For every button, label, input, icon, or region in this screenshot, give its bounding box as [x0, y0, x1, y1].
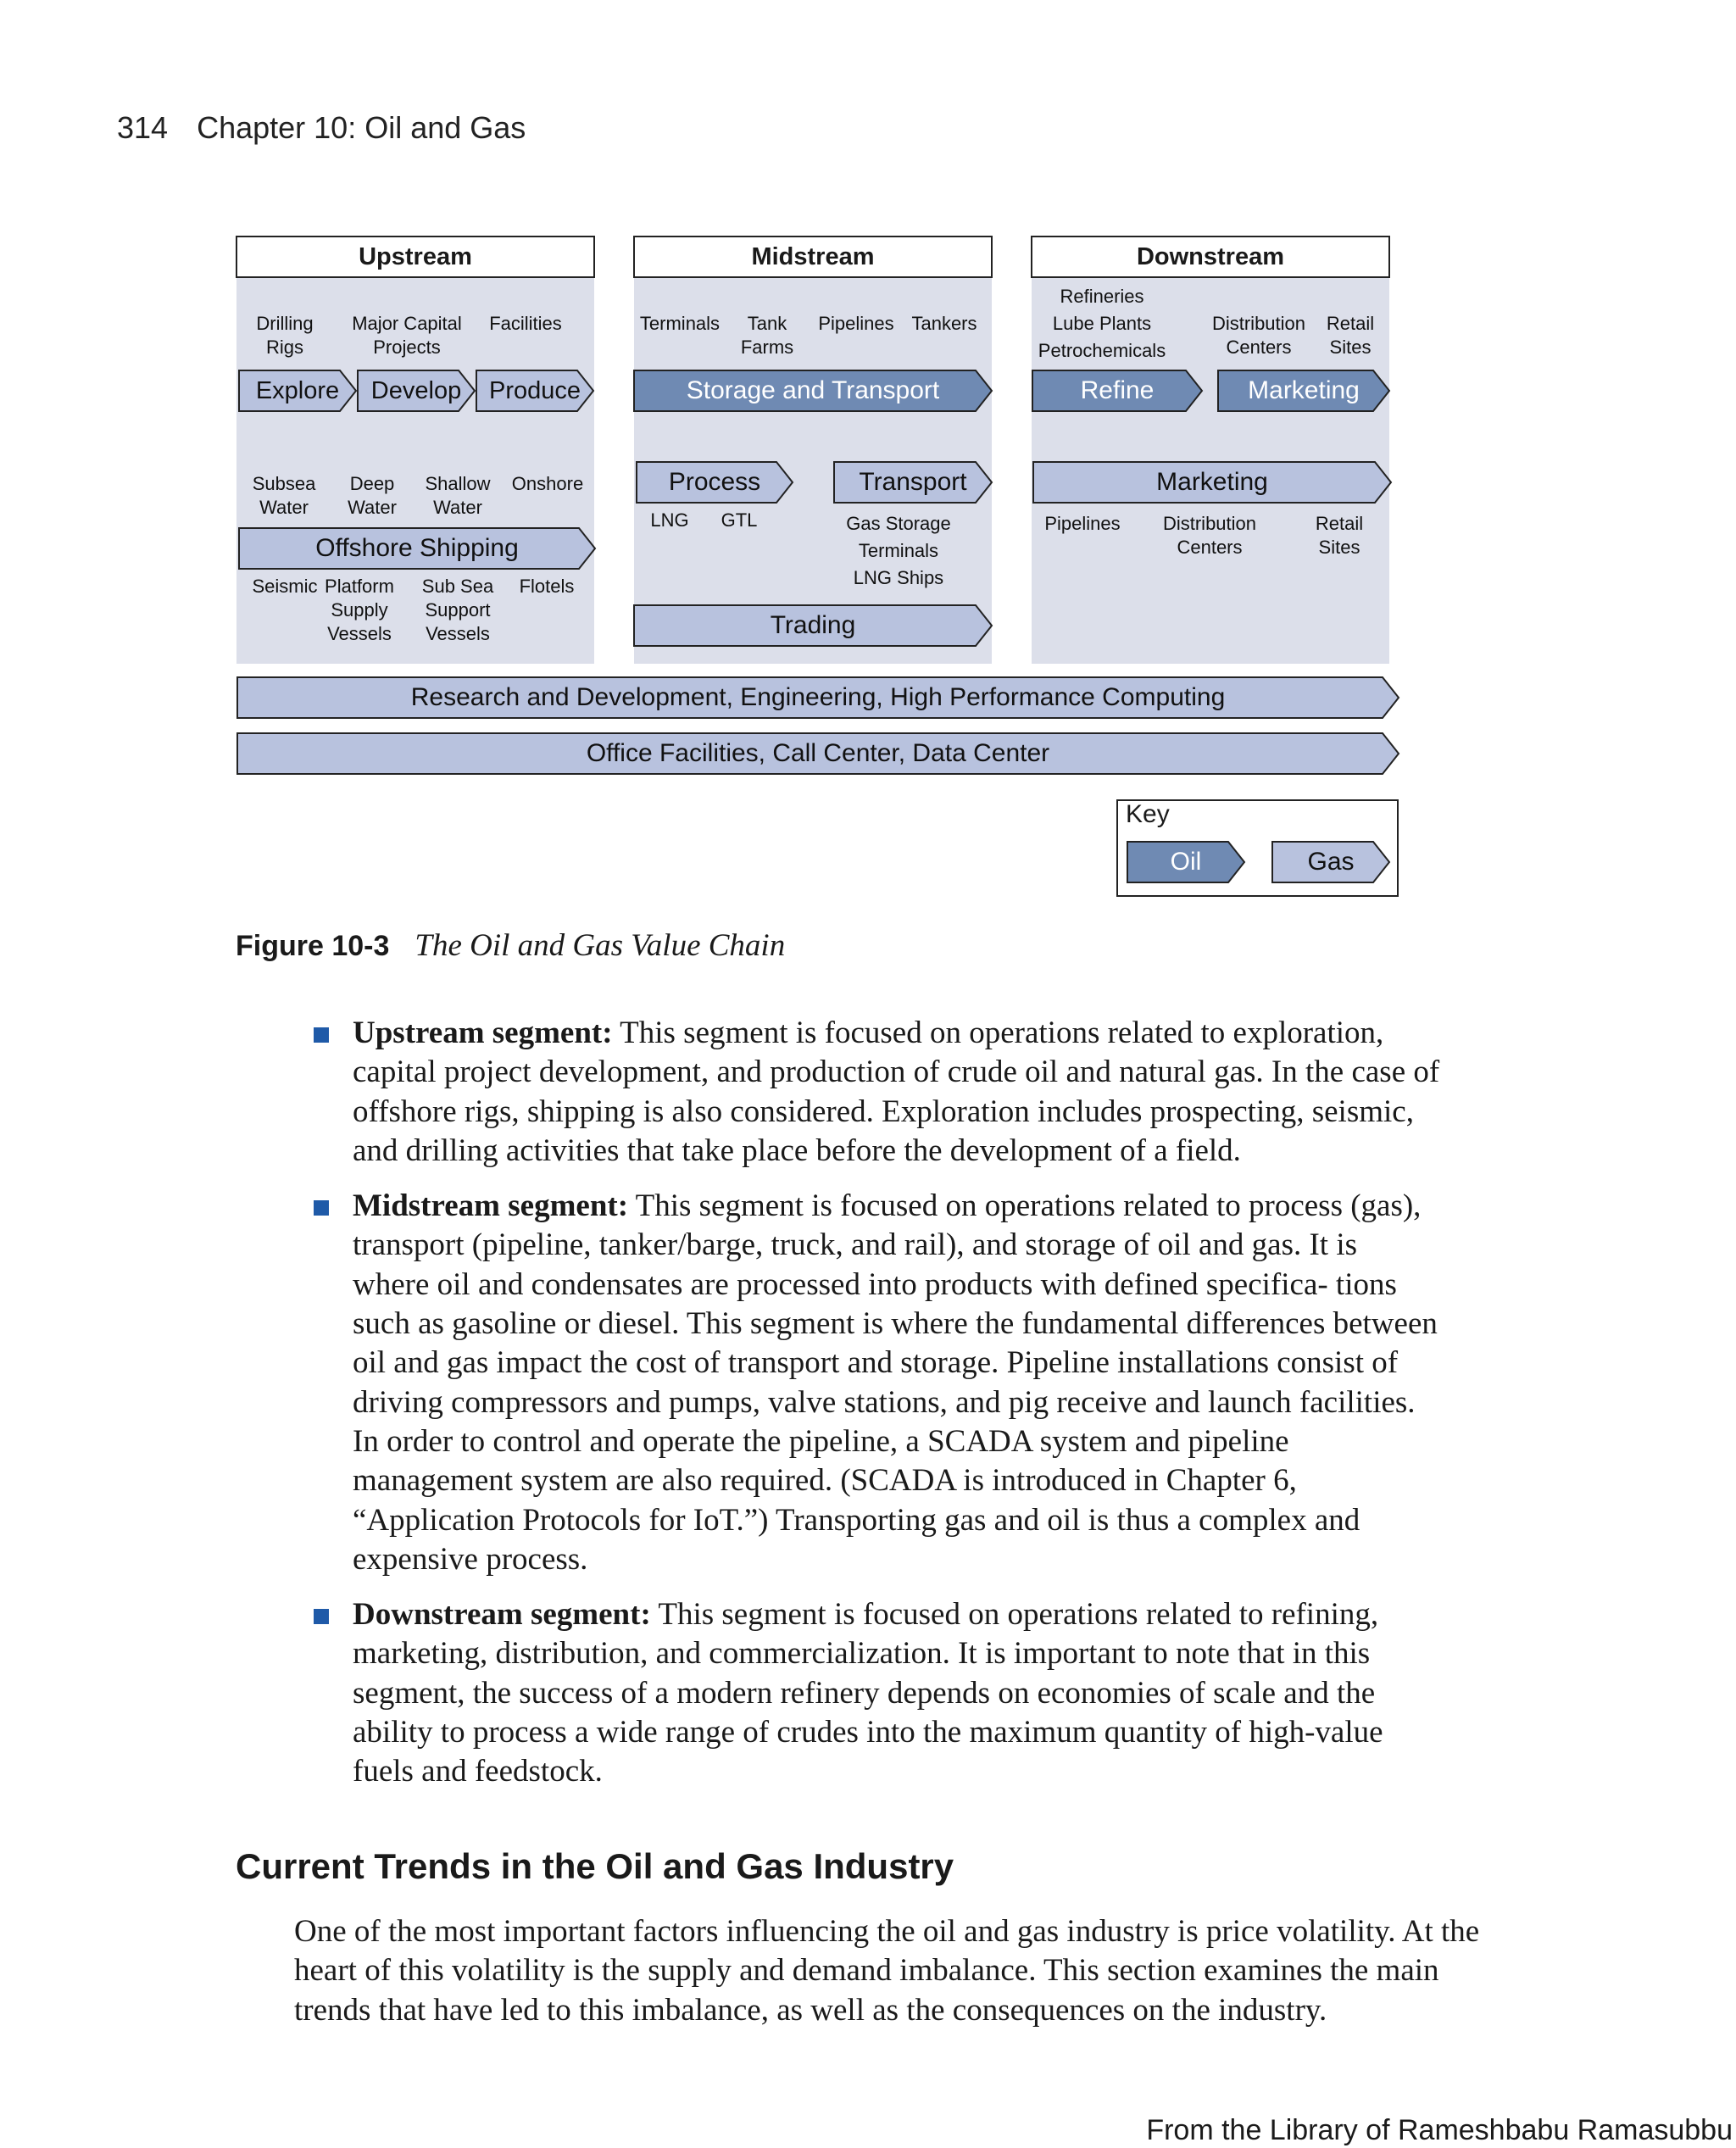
figure-number: Figure 10-3 — [236, 930, 390, 962]
arrow-trading: Trading — [633, 604, 993, 647]
key-oil: Oil — [1127, 841, 1245, 883]
label-retail-sites-top: Retail Sites — [1326, 313, 1375, 358]
bullet-square-icon — [314, 1027, 329, 1043]
bullet-text: This segment is focused on operations related to refining, marketing, distribution, and commercialization. It is important to note that in this segment, the success of a modern refinery depends on economies of scale and the ability to process a wide range of crudes into the maximum quantity of high-value fuels and feedstock. — [353, 1597, 1383, 1789]
figure-title: The Oil and Gas Value Chain — [415, 928, 786, 963]
label-distribution-centers-bottom: Distribution Centers — [1162, 513, 1257, 558]
bullet-square-icon — [314, 1609, 329, 1624]
label-onshore: Onshore — [511, 473, 584, 494]
arrow-marketing-oil: Marketing — [1217, 370, 1390, 412]
arrow-marketing-gas: Marketing — [1032, 461, 1392, 504]
figure-caption — [236, 927, 785, 964]
label-platform-supply-vessels: Platform Supply Vessels — [325, 576, 394, 644]
label-tank-farms: Tank Farms — [740, 313, 794, 358]
arrow-develop: Develop — [357, 370, 476, 412]
bullet-term: Upstream segment: — [353, 1016, 613, 1050]
label-facilities: Facilities — [489, 313, 562, 334]
label-lng: LNG — [650, 509, 689, 531]
label-sub-sea-support-vessels: Sub Sea Support Vessels — [421, 576, 494, 644]
label-drilling-rigs: Drilling Rigs — [256, 313, 314, 358]
arrow-refine: Refine — [1032, 370, 1203, 412]
section-paragraph: One of the most important factors influencing the oil and gas industry is price volatility. At the heart of this volatility is the supply and demand imbalance. This section examines the main trends that have led to this imbalance, as well as the consequences on the industry. — [294, 1914, 1480, 2028]
label-flotels: Flotels — [519, 576, 575, 597]
page-number: 314 — [117, 110, 169, 145]
label-pipelines-down: Pipelines — [1044, 513, 1121, 534]
upstream-header: Upstream — [236, 236, 595, 278]
label-gas-storage-terminals-lng-ships: Gas Storage Terminals LNG Ships — [846, 513, 951, 588]
bullet-upstream — [314, 1014, 1441, 1171]
bullet-midstream — [314, 1187, 1441, 1579]
key-gas: Gas — [1271, 841, 1390, 883]
arrow-storage-and-transport: Storage and Transport — [633, 370, 993, 412]
arrow-offshore-shipping: Offshore Shipping — [238, 527, 596, 570]
chapter-title: Chapter 10: Oil and Gas — [197, 110, 526, 145]
bar-office-facilities: Office Facilities, Call Center, Data Center — [236, 732, 1399, 775]
label-shallow-water: Shallow Water — [425, 473, 491, 518]
midstream-header: Midstream — [633, 236, 993, 278]
arrow-transport: Transport — [833, 461, 993, 504]
section-heading: Current Trends in the Oil and Gas Industry — [236, 1846, 954, 1886]
bullet-list — [314, 1014, 1441, 1808]
label-seismic: Seismic — [252, 576, 318, 597]
bullet-text: This segment is focused on operations related to exploration, capital project development, and production of crude oil and natural gas. In the case of offshore rigs, shipping is also considered. Exploration includes prospecting, seismic, and drilling activities that take place before the development of a field. — [353, 1016, 1440, 1168]
bullet-downstream — [314, 1595, 1441, 1791]
bullet-term: Midstream segment: — [353, 1188, 629, 1224]
label-subsea-water: Subsea Water — [252, 473, 316, 518]
label-refineries-lube-petro: Refineries Lube Plants Petrochemicals — [1038, 286, 1166, 361]
label-tankers: Tankers — [911, 313, 977, 334]
label-deep-water: Deep Water — [348, 473, 397, 518]
downstream-header: Downstream — [1031, 236, 1390, 278]
bullet-square-icon — [314, 1200, 329, 1216]
label-gtl: GTL — [721, 509, 758, 531]
key-title: Key — [1126, 800, 1170, 828]
arrow-process: Process — [636, 461, 793, 504]
label-retail-sites-bottom: Retail Sites — [1315, 513, 1364, 558]
value-chain-diagram — [0, 0, 1736, 915]
label-distribution-centers-top: Distribution Centers — [1211, 313, 1306, 358]
arrow-explore: Explore — [238, 370, 357, 412]
arrow-produce: Produce — [476, 370, 594, 412]
label-major-capital-projects: Major Capital Projects — [352, 313, 462, 358]
label-pipelines-mid: Pipelines — [818, 313, 894, 334]
bullet-term: Downstream segment: — [353, 1597, 651, 1633]
label-terminals: Terminals — [639, 313, 721, 334]
bar-research-development: Research and Development, Engineering, High Performance Computing — [236, 676, 1399, 719]
bullet-text: This segment is focused on operations related to process (gas), transport (pipeline, tanker/barge, truck, and rail), and storage of oil and gas. It is where oil and condensates are processed into products with defined specifica- tions such as gasoline or diesel. This segment is where the fundamental differences between oil and gas impact the cost of transport and storage. Pipeline installations consist of driving compressors and pumps, valve stations, and pig receive and launch facilities. In order to control and operate the pipeline, a SCADA system and pipeline management system are also required. (SCADA is introduced in Chapter 6, “Application Protocols for IoT.”) Transporting gas and oil is thus a complex and expensive process. — [353, 1188, 1438, 1577]
footer-watermark: From the Library of Rameshbabu Ramasubbu — [1146, 2114, 1733, 2146]
